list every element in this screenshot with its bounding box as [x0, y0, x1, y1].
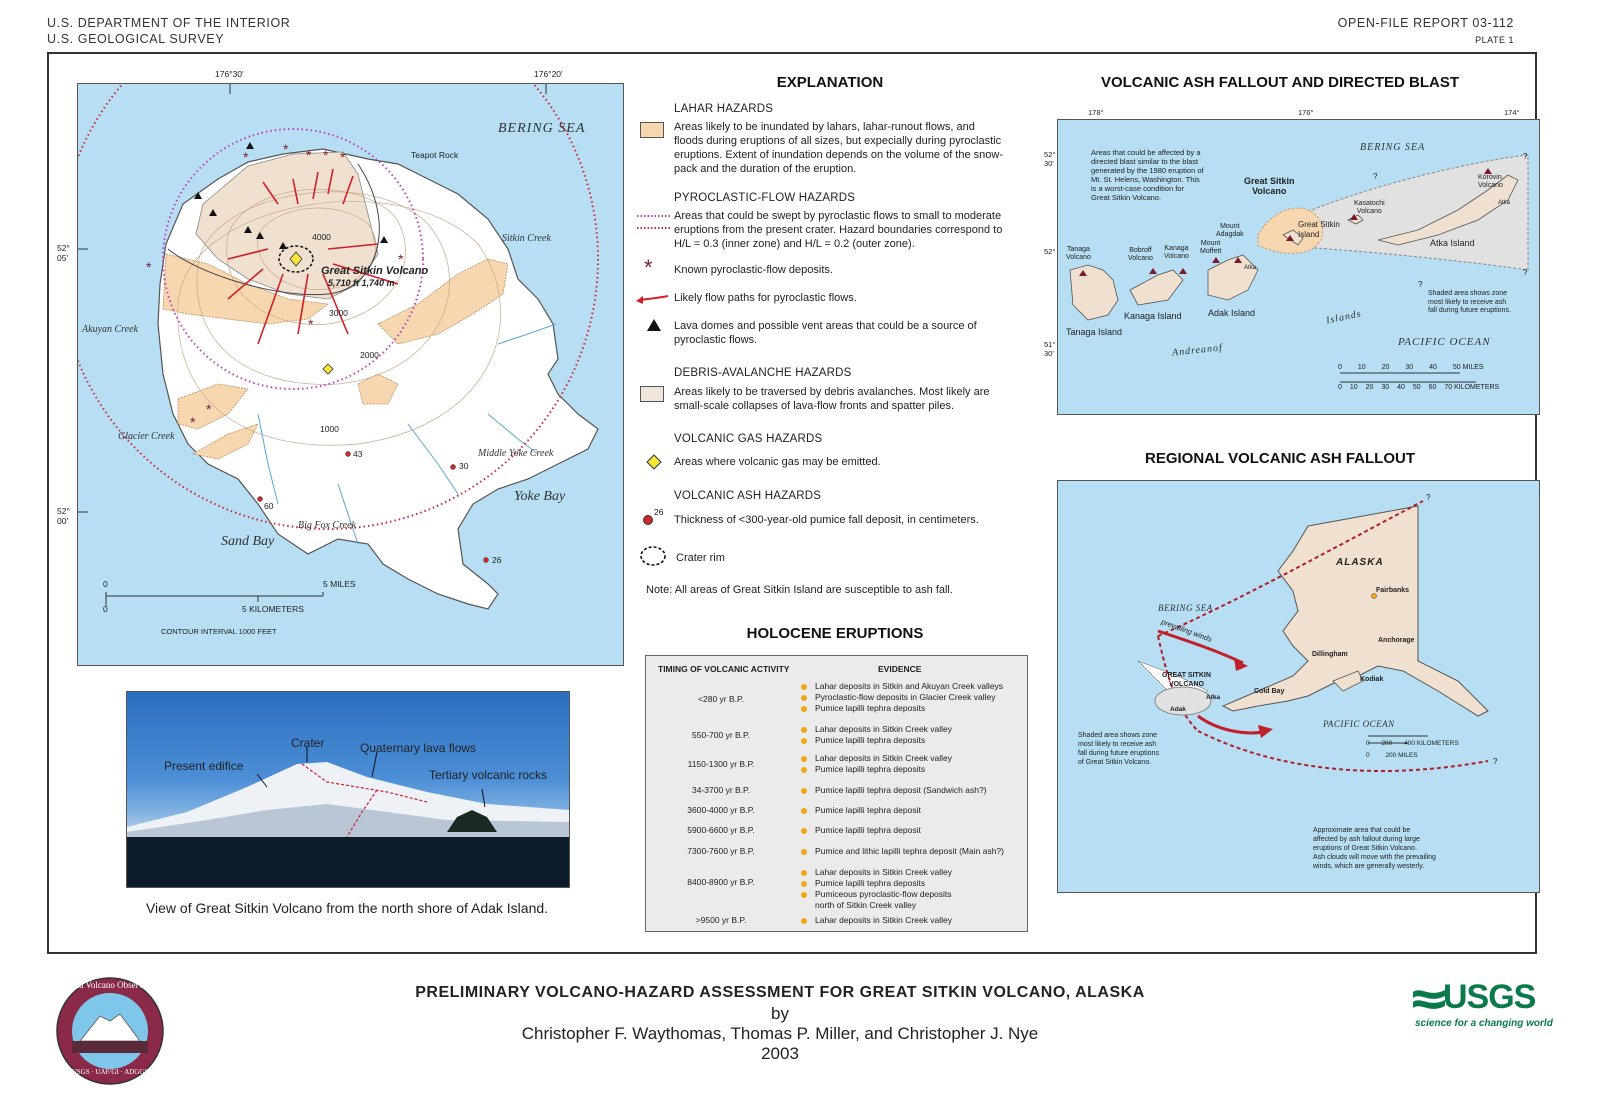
blast-tanaga-volcano: Tanaga Volcano	[1066, 246, 1091, 261]
regional-cold-bay: Cold Bay	[1254, 688, 1285, 695]
blast-adak-island: Adak Island	[1208, 308, 1256, 318]
header-survey: U.S. GEOLOGICAL SURVEY	[47, 32, 225, 46]
timing-cell: <280 yr B.P.	[698, 694, 744, 704]
scale-miles: 5 MILES	[323, 579, 356, 589]
photo-caption: View of Great Sitkin Volcano from the north shore of Adak Island.	[145, 900, 549, 916]
lon-left: 176°30'	[215, 69, 244, 79]
svg-text:*: *	[308, 316, 314, 332]
evidence-cell: Pumice lapilli tephra deposit	[801, 805, 921, 816]
blast-tanaga-island: Tanaga Island	[1066, 327, 1123, 337]
main-map-svg	[78, 84, 623, 665]
regional-map[interactable]	[1057, 480, 1540, 893]
photo-label-quaternary: Quaternary lava flows	[360, 741, 477, 755]
blast-question: ?	[1418, 280, 1423, 289]
main-hazard-map[interactable]	[77, 83, 624, 666]
label-volcano-elev: 5,710 ft 1,740 m	[328, 278, 395, 288]
blast-andreanof: Andreanof	[1171, 342, 1224, 359]
blast-korovin: Korovin Volcano	[1478, 174, 1503, 189]
regional-question: ?	[1426, 493, 1431, 502]
blast-atka: Atka	[1498, 200, 1511, 206]
holocene-table	[645, 655, 1028, 932]
evidence-cell: Lahar deposits in Sitkin Creek valley Pumice lapilli tephra deposits	[801, 753, 952, 775]
header-report: OPEN-FILE REPORT 03-112	[1337, 16, 1514, 30]
timing-cell: >9500 yr B.P.	[695, 915, 747, 925]
contour-label: 3000	[329, 308, 348, 318]
svg-text:*: *	[190, 414, 196, 430]
label-volcano-name: Great Sitkin Volcano	[321, 265, 429, 277]
contour-label: 1000	[320, 424, 339, 434]
ash-thickness-label: 60	[264, 501, 274, 511]
crater-rim-icon	[639, 545, 667, 567]
photo-label-tertiary: Tertiary volcanic rocks	[429, 768, 548, 782]
evidence-cell: Lahar deposits in Sitkin Creek valley Pumice lapilli tephra deposits	[801, 724, 952, 746]
regional-great-sitkin: GREAT SITKIN VOLCANO	[1162, 672, 1211, 688]
label-glacier-creek: Glacier Creek	[118, 431, 175, 442]
usgs-wave-icon	[1413, 984, 1445, 1016]
blast-mt-moffett: Mount Moffett	[1200, 240, 1222, 255]
svg-text:*: *	[398, 251, 404, 267]
lahar-text: Areas likely to be inundated by lahars, lahar-runout flows, and floods during eruptions of all sizes, but expecially during pyroclastic eruptions. Extent of inundation depends on the volume of the snow- pack and the duration of the eruption.	[674, 121, 1003, 175]
blast-note: Areas that could be affected by a directed blast similar to the blast generated by the 1980 eruption of Mt. St. Helens, Washington. This is a worst-case condition for Great Sitkin Volcano.	[1091, 148, 1204, 202]
regional-dillingham: Dillingham	[1312, 651, 1348, 658]
debris-text: Areas likely to be traversed by debris avalanches. Most likely are small-scale collapses of lava-flow fronts and spatter piles.	[674, 386, 990, 412]
blast-scale-miles: 0 10 20 30 40 50 MILES	[1338, 364, 1484, 371]
scale-zero: 0	[103, 604, 108, 614]
blast-question: ?	[1523, 268, 1528, 277]
lat-top: 52° 05'	[57, 243, 70, 263]
label-big-fox-creek: Big Fox Creek	[298, 520, 356, 531]
blast-bobroff: Bobroff Volcano	[1128, 247, 1153, 262]
regional-shaded-note: Shaded area shows zone most likely to receive ash fall during future eruptions of Great Sitkin Volcano.	[1078, 732, 1159, 766]
domes-text: Lava domes and possible vent areas that could be a source of pyroclastic flows.	[674, 320, 977, 346]
lat-bottom: 52° 00'	[57, 506, 70, 526]
blast-scale-km: 0 10 20 30 40 50 60 70 KILOMETERS	[1338, 384, 1500, 391]
evidence-cell: Lahar deposits in Sitkin Creek valley	[801, 915, 952, 926]
debris-heading: DEBRIS-AVALANCHE HAZARDS	[674, 367, 852, 379]
regional-prevailing: prevailing winds	[1160, 617, 1214, 644]
pyro-text: Areas that could be swept by pyroclastic flows to small to moderate eruptions from the present crater. Hazard boundaries correspond to H/L = 0.3 (inner zone) and H/L = 0.2 (outer zone).	[674, 210, 1003, 250]
star-icon: *	[644, 255, 653, 280]
holocene-title: HOLOCENE ERUPTIONS	[746, 625, 924, 642]
lon-right: 176°20'	[534, 69, 563, 79]
footer-authors: Christopher F. Waythomas, Thomas P. Miller, and Christopher J. Nye	[521, 1024, 1039, 1043]
ash-text: Thickness of <300-year-old pumice fall deposit, in centimeters.	[674, 514, 979, 526]
blast-pacific: PACIFIC OCEAN	[1398, 336, 1491, 348]
ash-thickness-label: 26	[492, 555, 502, 565]
regional-scale-km: 0 200 400 KILOMETERS	[1366, 740, 1459, 747]
explanation-title: EXPLANATION	[776, 74, 884, 91]
blast-kanaga-island: Kanaga Island	[1124, 311, 1182, 321]
triangle-icon	[646, 318, 662, 332]
debris-swatch	[640, 386, 664, 402]
usgs-tagline: science for a changing world	[1415, 1018, 1553, 1029]
label-akuyan-creek: Akuyan Creek	[82, 324, 138, 335]
blast-lon: 176°	[1298, 108, 1314, 117]
timing-cell: 1150-1300 yr B.P.	[687, 759, 755, 769]
ash-dot-icon	[643, 515, 653, 525]
timing-cell: 5900-6600 yr B.P.	[687, 825, 755, 835]
blast-kanaga-volcano: Kanaga Volcano	[1164, 245, 1189, 260]
label-sitkin-creek: Sitkin Creek	[502, 233, 551, 244]
regional-anchorage: Anchorage	[1378, 637, 1415, 644]
ash-note: Note: All areas of Great Sitkin Island are susceptible to ash fall.	[646, 584, 953, 596]
evidence-cell: Lahar deposits in Sitkin Creek valley Pumice lapilli tephra deposits Pumiceous pyroclastic-flow deposits north of Sitkin Creek valley	[801, 867, 952, 911]
svg-text:*: *	[306, 147, 312, 163]
flow-paths-text: Likely flow paths for pyroclastic flows.	[674, 292, 857, 304]
blast-question: ?	[1373, 172, 1378, 181]
header-dept: U.S. DEPARTMENT OF THE INTERIOR	[47, 16, 291, 30]
evidence-cell: Lahar deposits in Sitkin and Akuyan Creek valleys Pyroclastic-flow deposits in Glacier Creek valley Pumice lapilli tephra deposits	[801, 681, 1003, 714]
lahar-swatch	[640, 122, 664, 138]
diamond-icon	[646, 454, 662, 470]
blast-great-sitkin-island: Great Sitkin Island	[1298, 220, 1340, 239]
photo-label-crater: Crater	[291, 736, 325, 750]
avo-seal-bottom: USGS · UAF/GI · ADGGS	[71, 1068, 149, 1076]
svg-text:*: *	[243, 149, 249, 165]
blast-shaded-note: Shaded area shows zone most likely to receive ash fall during future eruptions.	[1428, 290, 1511, 314]
contour-label: 2000	[360, 350, 379, 360]
timing-cell: 3600-4000 yr B.P.	[687, 805, 755, 815]
svg-text:*: *	[323, 147, 329, 163]
regional-approx-note: Approximate area that could be affected by ash fallout during large eruptions of Great Sitkin Volcano. Ash clouds will move with the prevailing winds, which are generally westerly.	[1313, 827, 1436, 870]
blast-atka-small: Atka	[1244, 265, 1257, 271]
blast-question: ?	[1523, 152, 1528, 161]
svg-text:*: *	[206, 401, 212, 417]
blast-map[interactable]	[1057, 119, 1540, 415]
lahar-heading: LAHAR HAZARDS	[674, 103, 774, 115]
photo-label-present-edifice: Present edifice	[164, 759, 244, 773]
contour-interval: CONTOUR INTERVAL 1000 FEET	[161, 627, 277, 636]
pyro-heading: PYROCLASTIC-FLOW HAZARDS	[674, 192, 856, 204]
blast-lat: 51° 30'	[1044, 340, 1056, 358]
timing-cell: 34-3700 yr B.P.	[692, 785, 750, 795]
timing-cell: 7300-7600 yr B.P.	[687, 846, 755, 856]
label-teapot-rock: Teapot Rock	[411, 150, 459, 160]
label-sand-bay: Sand Bay	[221, 534, 275, 549]
ash-legend-number: 26	[654, 507, 664, 517]
svg-text:*: *	[283, 141, 289, 157]
usgs-wordmark: USGS	[1443, 978, 1536, 1016]
footer-year: 2003	[761, 1044, 799, 1063]
ash-thickness-label: 30	[459, 461, 469, 471]
regional-map-svg	[1058, 481, 1539, 892]
blast-mt-adagdak: Mount Adagdak	[1216, 223, 1244, 238]
scale-zero: 0	[103, 579, 108, 589]
ash-heading: VOLCANIC ASH HAZARDS	[674, 490, 822, 502]
blast-great-sitkin: Great Sitkin Volcano	[1244, 176, 1295, 196]
regional-bering: BERING SEA	[1158, 603, 1213, 613]
volcano-photo	[126, 691, 570, 888]
gas-heading: VOLCANIC GAS HAZARDS	[674, 433, 823, 445]
blast-islands: Islands	[1325, 308, 1363, 327]
timing-cell: 550-700 yr B.P.	[692, 730, 750, 740]
regional-kodiak: Kodiak	[1360, 676, 1384, 683]
regional-alaska: ALASKA	[1336, 557, 1384, 568]
blast-lon: 174°	[1504, 108, 1520, 117]
avo-seal-top: Alaska Volcano Observatory	[58, 980, 162, 990]
label-bering-sea: BERING SEA	[498, 121, 586, 136]
footer-title: PRELIMINARY VOLCANO-HAZARD ASSESSMENT FOR GREAT SITKIN VOLCANO, ALASKA	[415, 984, 1145, 1001]
arrow-icon	[636, 290, 670, 304]
footer-by: by	[771, 1004, 789, 1023]
col-evidence: EVIDENCE	[878, 664, 922, 674]
pyro-zone-symbols	[637, 212, 671, 232]
scale-km: 5 KILOMETERS	[242, 604, 304, 614]
known-deposits-text: Known pyroclastic-flow deposits.	[674, 264, 833, 276]
label-yoke-bay: Yoke Bay	[514, 489, 566, 504]
timing-cell: 8400-8900 yr B.P.	[687, 877, 755, 887]
blast-bering: BERING SEA	[1360, 142, 1426, 153]
crater-rim-text: Crater rim	[676, 552, 725, 564]
label-middle-yoke-creek: Middle Yoke Creek	[478, 448, 554, 459]
contour-label: 4000	[312, 232, 331, 242]
evidence-cell: Pumice lapilli tephra deposit	[801, 825, 921, 836]
regional-pacific: PACIFIC OCEAN	[1323, 719, 1395, 729]
svg-text:*: *	[340, 149, 346, 165]
header-plate: PLATE 1	[1475, 35, 1514, 45]
regional-question: ?	[1493, 757, 1498, 766]
blast-map-title: VOLCANIC ASH FALLOUT AND DIRECTED BLAST	[1100, 74, 1460, 91]
blast-lat: 52° 30'	[1044, 150, 1056, 168]
gas-text: Areas where volcanic gas may be emitted.	[674, 456, 881, 468]
regional-scale-miles: 0 200 MILES	[1366, 752, 1418, 759]
blast-kasatochi: Kasatochi Volcano	[1354, 200, 1385, 215]
blast-lat: 52°	[1044, 247, 1056, 256]
blast-atka-island: Atka Island	[1430, 238, 1475, 248]
svg-text:*: *	[146, 259, 152, 275]
blast-lon: 178°	[1088, 108, 1104, 117]
col-timing: TIMING OF VOLCANIC ACTIVITY	[658, 664, 790, 674]
evidence-cell: Pumice and lithic lapilli tephra deposit (Main ash?)	[801, 846, 1004, 857]
regional-fairbanks: Fairbanks	[1376, 587, 1410, 594]
regional-adak: Adak	[1170, 706, 1186, 713]
evidence-cell: Pumice lapilli tephra deposit (Sandwich ash?)	[801, 785, 987, 796]
regional-atka: Atka	[1206, 694, 1221, 701]
ash-thickness-label: 43	[353, 449, 363, 459]
regional-map-title: REGIONAL VOLCANIC ASH FALLOUT	[1145, 450, 1415, 467]
